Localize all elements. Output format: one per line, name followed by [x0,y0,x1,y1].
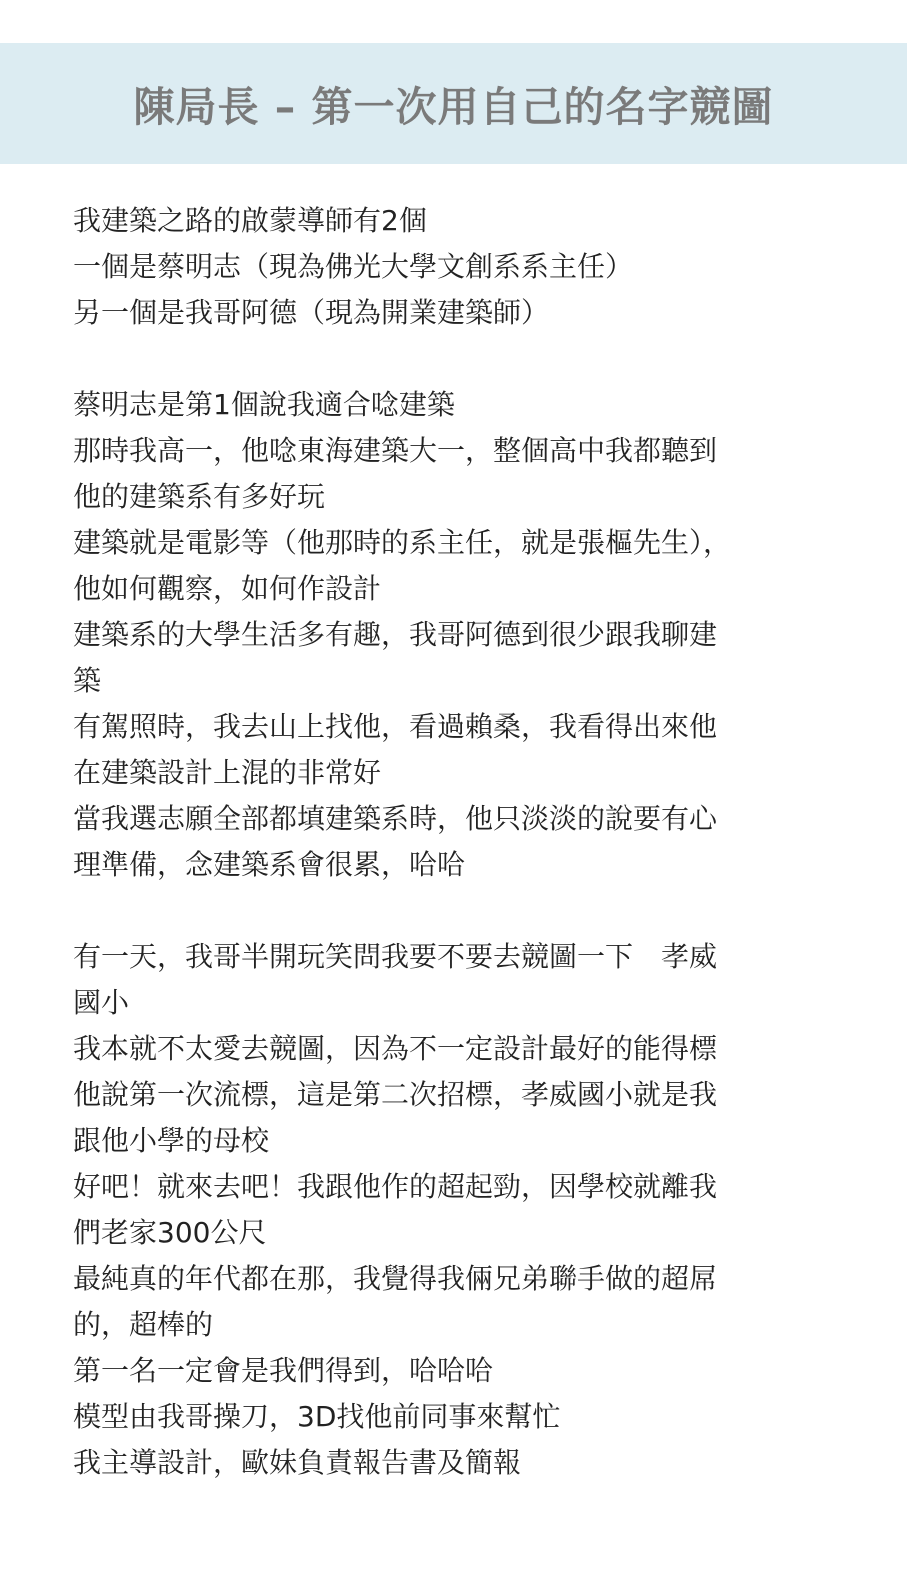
text-line: 一個是蔡明志（現為佛光大學文創系系主任） [73,250,634,283]
text-line: 他說第一次流標，這是第二次招標，孝威國小就是我 [73,1078,718,1111]
text-line: 他的建築系有多好玩 [73,480,326,513]
text-line: 理準備，念建築系會很累，哈哈 [73,848,466,881]
article-body [73,198,813,1486]
text-line: 有駕照時，我去山上找他，看過賴桑，我看得出來他 [73,710,718,743]
text-line: 那時我高一，他唸東海建築大一，整個高中我都聽到 [73,434,718,467]
text-line: 最純真的年代都在那，我覺得我倆兄弟聯手做的超屌 [73,1262,718,1295]
text-line: 的，超棒的 [73,1308,214,1341]
title-banner [0,43,907,164]
text-line: 第一名一定會是我們得到，哈哈哈 [73,1354,494,1387]
text-line: 模型由我哥操刀，3D找他前同事來幫忙 [73,1400,561,1433]
paragraph-gap [73,888,813,934]
text-line: 們老家300公尺 [73,1216,267,1249]
text-line: 在建築設計上混的非常好 [73,756,382,789]
text-line: 建築系的大學生活多有趣，我哥阿德到很少跟我聊建 [73,618,718,651]
text-line: 有一天，我哥半開玩笑問我要不要去競圖一下 孝威 [73,940,718,973]
page-title: 陳局長 – 第一次用自己的名字競圖 [133,83,774,131]
text-line: 當我選志願全部都填建築系時，他只淡淡的說要有心 [73,802,718,835]
text-line: 我主導設計，歐妹負責報告書及簡報 [73,1446,522,1479]
text-line: 我本就不太愛去競圖，因為不一定設計最好的能得標 [73,1032,718,1065]
paragraph-gap [73,336,813,382]
text-line: 跟他小學的母校 [73,1124,270,1157]
text-line: 他如何觀察，如何作設計 [73,572,382,605]
text-line: 我建築之路的啟蒙導師有2個 [73,204,427,237]
text-line: 建築就是電影等（他那時的系主任，就是張樞先生）， [73,526,732,559]
text-line: 另一個是我哥阿德（現為開業建築師） [73,296,550,329]
text-line: 好吧！就來去吧！我跟他作的超起勁，因學校就離我 [73,1170,718,1203]
text-line: 築 [73,664,102,697]
text-line: 國小 [73,986,130,1019]
text-line: 蔡明志是第1個說我適合唸建築 [73,388,455,421]
